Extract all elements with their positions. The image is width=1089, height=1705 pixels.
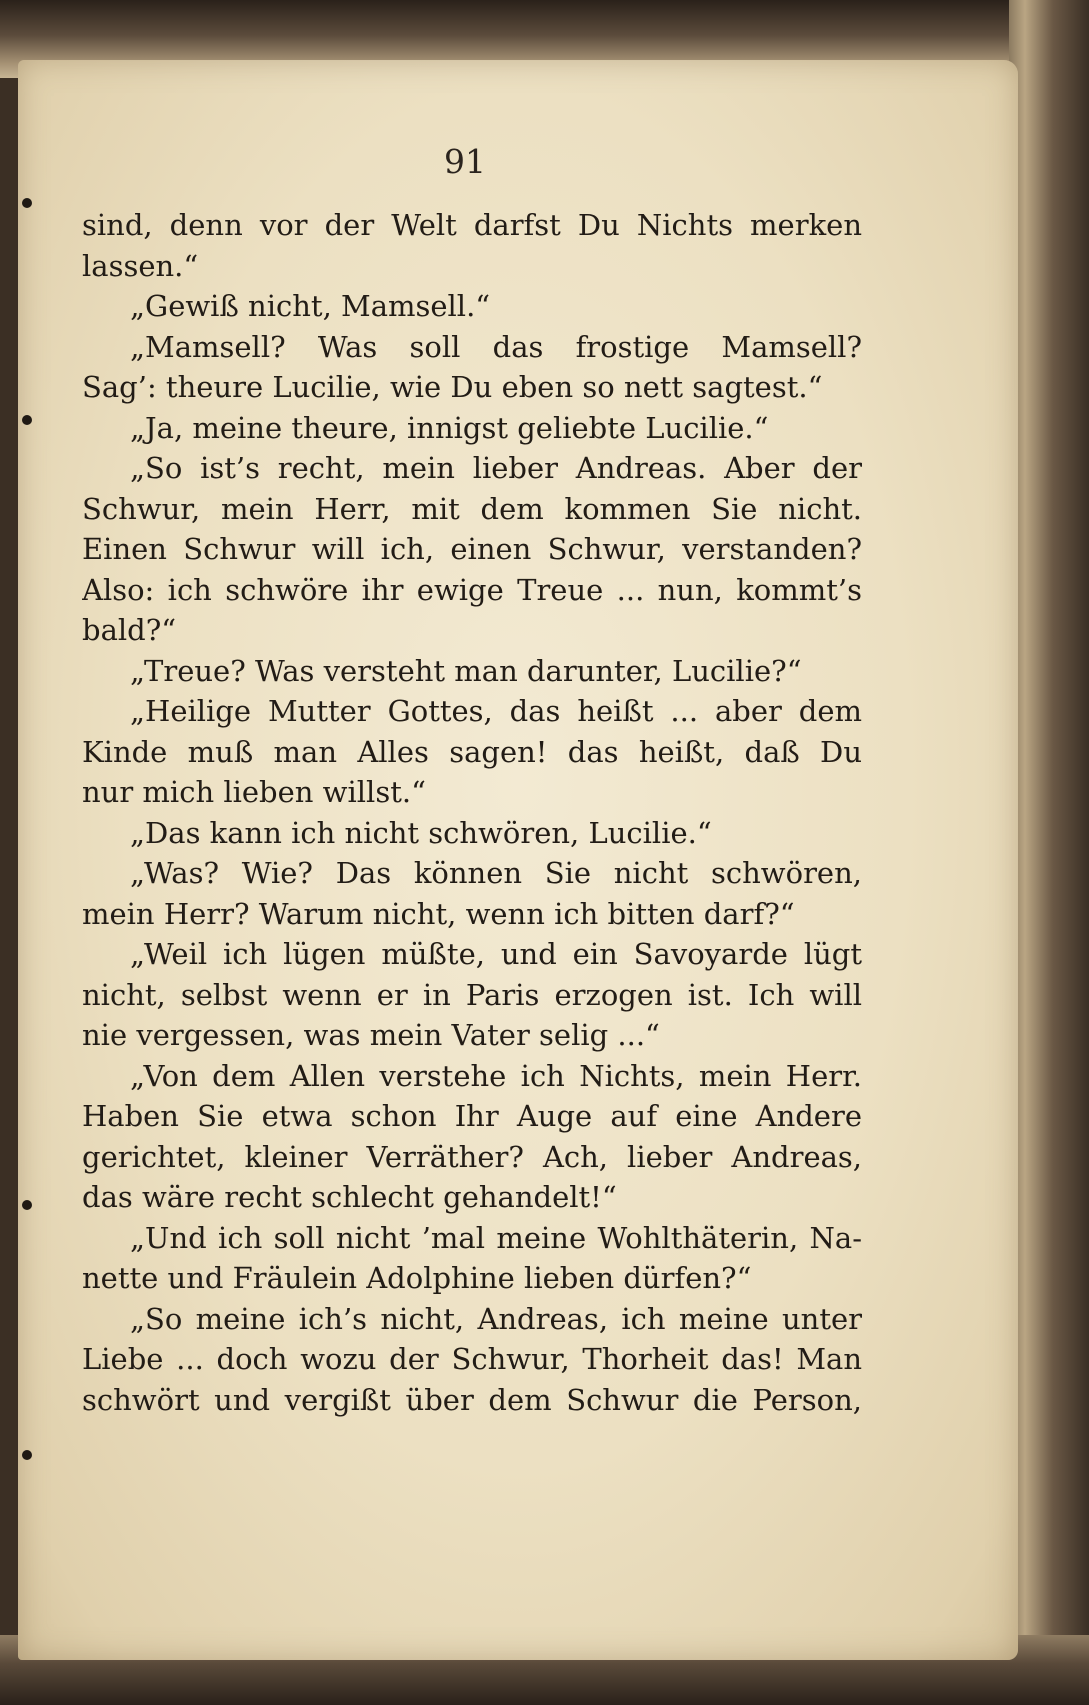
text-line: lassen.“	[82, 248, 199, 283]
text-line: „Weil ich lügen müßte, und ein Savoyarde lügt	[130, 937, 862, 971]
text-line: „Gewiß nicht, Mamsell.“	[130, 289, 491, 323]
text-line: „Und ich soll nicht ’mal meine Wohlthäterin, Na-	[130, 1220, 862, 1255]
text-line: „Mamsell? Was soll das frostige Mamsell?	[130, 329, 862, 364]
margin-mark	[22, 415, 32, 425]
margin-mark	[22, 1450, 32, 1460]
text-line: nicht, selbst wenn er in Paris erzogen ist. Ich will	[82, 977, 862, 1012]
text-line: Einen Schwur will ich, einen Schwur, verstanden?	[82, 532, 862, 566]
text-line: „Was? Wie? Das können Sie nicht schwören,	[130, 856, 862, 890]
page-number: 91	[444, 142, 486, 181]
body-text	[82, 205, 862, 1420]
text-line: schwört und vergißt über dem Schwur die Person,	[82, 1382, 862, 1417]
text-line: nie vergessen, was mein Vater selig ...“	[82, 1018, 660, 1052]
text-line: nette und Fräulein Adolphine lieben dürfen?“	[82, 1261, 752, 1295]
text-line: sind, denn vor der Welt darfst Du Nichts merken	[82, 208, 862, 242]
text-line: „So ist’s recht, mein lieber Andreas. Aber der	[130, 451, 862, 485]
text-line: das wäre recht schlecht gehandelt!“	[82, 1180, 617, 1214]
text-line: „Das kann ich nicht schwören, Lucilie.“	[130, 815, 712, 850]
text-line: gerichtet, kleiner Verräther? Ach, lieber Andreas,	[82, 1139, 862, 1174]
text-line: „Ja, meine theure, innigst geliebte Lucilie.“	[130, 410, 769, 445]
text-line: „Heilige Mutter Gottes, das heißt ... aber dem	[130, 694, 862, 728]
text-line: mein Herr? Warum nicht, wenn ich bitten darf?“	[82, 896, 795, 931]
text-line: Sag’: theure Lucilie, wie Du eben so nett sagtest.“	[82, 370, 823, 404]
text-line: Haben Sie etwa schon Ihr Auge auf eine Andere	[82, 1099, 862, 1133]
text-line: bald?“	[82, 613, 177, 647]
margin-mark	[22, 198, 32, 208]
book-right-edge	[1009, 0, 1089, 1705]
text-line: Also: ich schwöre ihr ewige Treue ... nun, kommt’s	[82, 572, 862, 607]
text-line: Schwur, mein Herr, mit dem kommen Sie nicht.	[82, 491, 862, 526]
text-line: nur mich lieben willst.“	[82, 775, 426, 809]
text-line: Kinde muß man Alles sagen! das heißt, daß Du	[82, 734, 862, 769]
margin-mark	[22, 1200, 32, 1210]
text-line: „So meine ich’s nicht, Andreas, ich meine unter	[130, 1301, 862, 1336]
text-line: „Treue? Was versteht man darunter, Lucilie?“	[130, 653, 802, 688]
text-line: Liebe ... doch wozu der Schwur, Thorheit das! Man	[82, 1342, 862, 1376]
text-line: „Von dem Allen verstehe ich Nichts, mein Herr.	[130, 1058, 862, 1093]
